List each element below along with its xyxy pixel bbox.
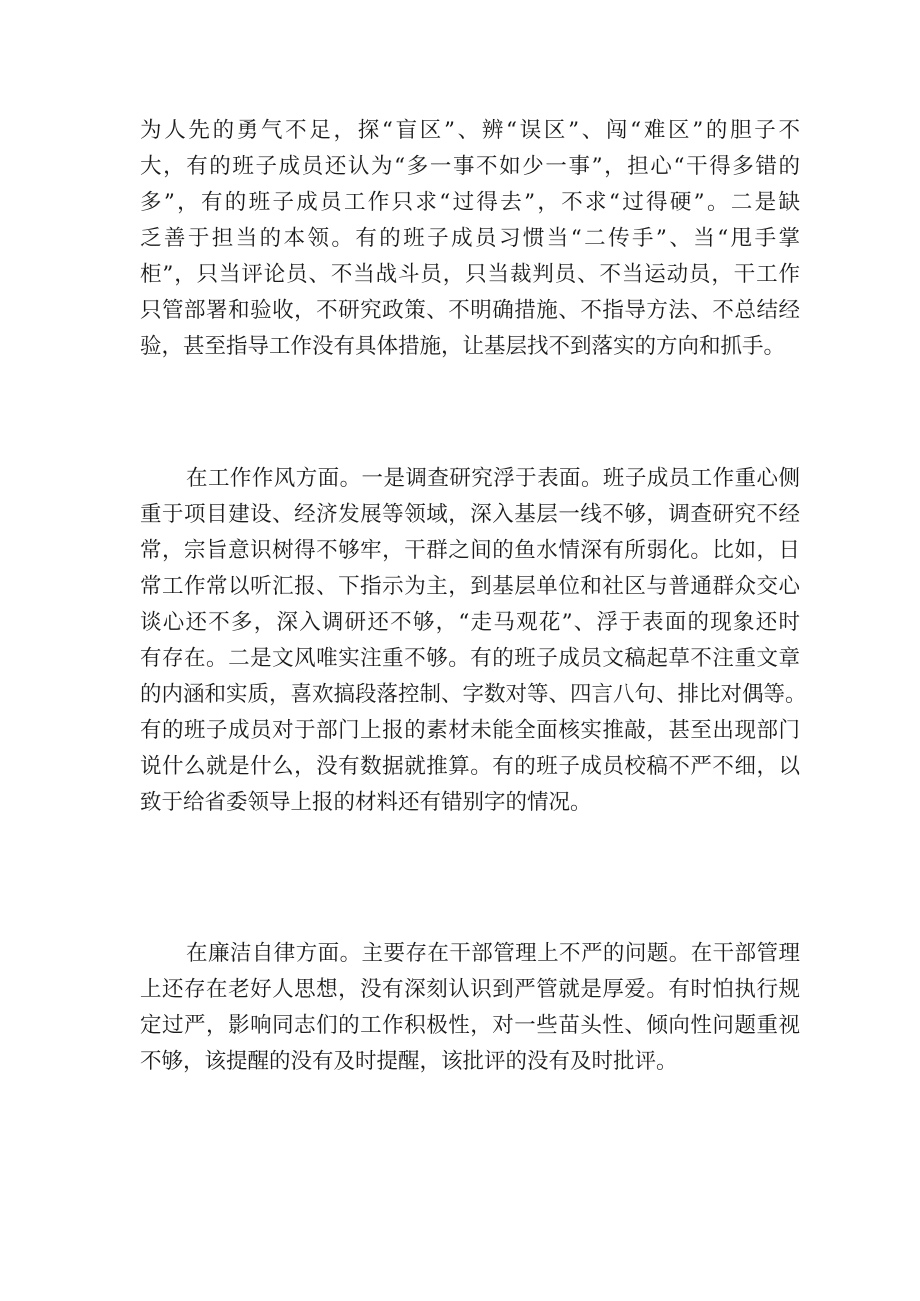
paragraph-integrity <box>140 936 800 1080</box>
text-line: 在工作作风方面。一是调查研究浮于表面。班子成员工作重心侧 <box>186 466 800 491</box>
text-line: 只管部署和验收，不研究政策、不明确措施、不指导方法、不总结经 <box>140 298 800 323</box>
text-line: 定过严，影响同志们的工作积极性，对一些苗头性、倾向性问题重视 <box>140 1013 800 1038</box>
text-line: 常，宗旨意识树得不够牢，干群之间的鱼水情深有所弱化。比如，日 <box>140 538 800 563</box>
text-line: 重于项目建设、经济发展等领域，深入基层一线不够，调查研究不经 <box>140 502 800 527</box>
text-line: 常工作常以听汇报、下指示为主，到基层单位和社区与普通群众交心 <box>140 574 800 599</box>
text-line: 有存在。二是文风唯实注重不够。有的班子成员文稿起草不注重文章 <box>140 646 800 671</box>
text-line: 验，甚至指导工作没有具体措施，让基层找不到落实的方向和抓手。 <box>140 334 786 359</box>
text-line: 在廉洁自律方面。主要存在干部管理上不严的问题。在干部管理 <box>186 941 800 966</box>
text-line: 谈心还不多，深入调研还不够，“走马观花”、浮于表面的现象还时 <box>140 610 800 635</box>
text-line: 为人先的勇气不足，探“盲区”、辨“误区”、闯“难区”的胆子不 <box>140 118 800 143</box>
text-line: 说什么就是什么，没有数据就推算。有的班子成员校稿不严不细，以 <box>140 754 800 779</box>
text-line: 不够，该提醒的没有及时提醒，该批评的没有及时批评。 <box>140 1049 678 1074</box>
paragraph-work-style <box>140 461 807 821</box>
text-line: 柜”，只当评论员、不当战斗员，只当裁判员、不当运动员，干工作 <box>140 262 800 287</box>
text-line: 上还存在老好人思想，没有深刻认识到严管就是厚爱。有时怕执行规 <box>140 977 800 1002</box>
text-line: 多”，有的班子成员工作只求“过得去”，不求“过得硬”。二是缺 <box>140 190 800 215</box>
text-line: 致于给省委领导上报的材料还有错别字的情况。 <box>140 790 592 815</box>
text-line: 乏善于担当的本领。有的班子成员习惯当“二传手”、当“甩手掌 <box>140 226 800 251</box>
text-line: 大，有的班子成员还认为“多一事不如少一事”，担心“干得多错的 <box>140 154 800 179</box>
text-line: 有的班子成员对于部门上报的素材未能全面核实推敲，甚至出现部门 <box>140 718 800 743</box>
text-line: 的内涵和实质，喜欢搞段落控制、字数对等、四言八句、排比对偶等。 <box>140 682 807 707</box>
paragraph-responsibility <box>140 113 800 365</box>
